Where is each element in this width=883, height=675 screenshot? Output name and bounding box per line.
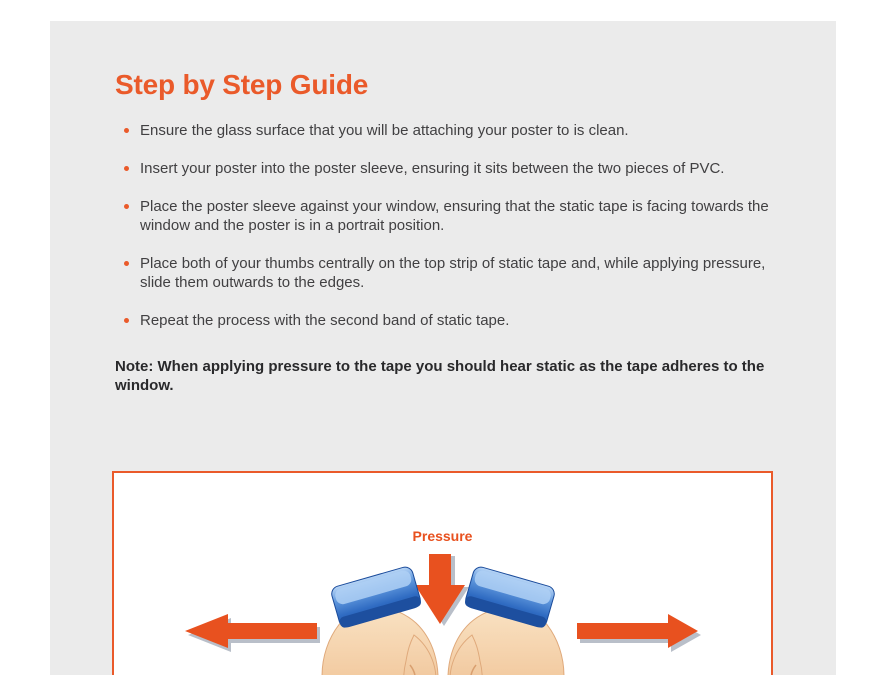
step-text: Place both of your thumbs centrally on the top strip of static tape and, while applying pressure, slide them outwards to the edges. bbox=[140, 255, 766, 291]
guide-page-panel bbox=[50, 21, 836, 675]
pressure-label: Pressure bbox=[412, 528, 473, 544]
step-item-5 bbox=[115, 311, 775, 330]
bullet-icon bbox=[124, 204, 129, 209]
step-item-3 bbox=[115, 197, 775, 235]
right-hand-illustration bbox=[448, 565, 564, 675]
step-item-4 bbox=[115, 254, 775, 292]
bullet-icon bbox=[124, 261, 129, 266]
note-paragraph bbox=[115, 357, 775, 395]
note-text: When applying pressure to the tape you should hear static as the tape adheres to the window. bbox=[115, 358, 765, 394]
step-item-2 bbox=[115, 159, 775, 178]
bullet-icon bbox=[124, 166, 129, 171]
step-text: Ensure the glass surface that you will be attaching your poster to is clean. bbox=[140, 122, 629, 139]
instruction-illustration bbox=[114, 473, 771, 675]
step-list bbox=[115, 121, 775, 330]
slide-right-arrow-icon bbox=[577, 614, 701, 652]
slide-left-arrow-icon bbox=[185, 614, 320, 652]
step-item-1 bbox=[115, 121, 775, 140]
pressure-down-arrow-icon bbox=[415, 554, 469, 626]
illustration-box bbox=[112, 471, 773, 675]
step-text: Place the poster sleeve against your window, ensuring that the static tape is facing towards the window and the poster is in a portrait position. bbox=[140, 198, 769, 234]
step-text: Insert your poster into the poster sleeve, ensuring it sits between the two pieces of PVC. bbox=[140, 160, 725, 177]
bullet-icon bbox=[124, 128, 129, 133]
step-text: Repeat the process with the second band of static tape. bbox=[140, 312, 510, 329]
page-title: Step by Step Guide bbox=[115, 69, 369, 100]
note-label: Note: bbox=[115, 358, 154, 375]
left-hand-illustration bbox=[322, 565, 438, 675]
bullet-icon bbox=[124, 318, 129, 323]
